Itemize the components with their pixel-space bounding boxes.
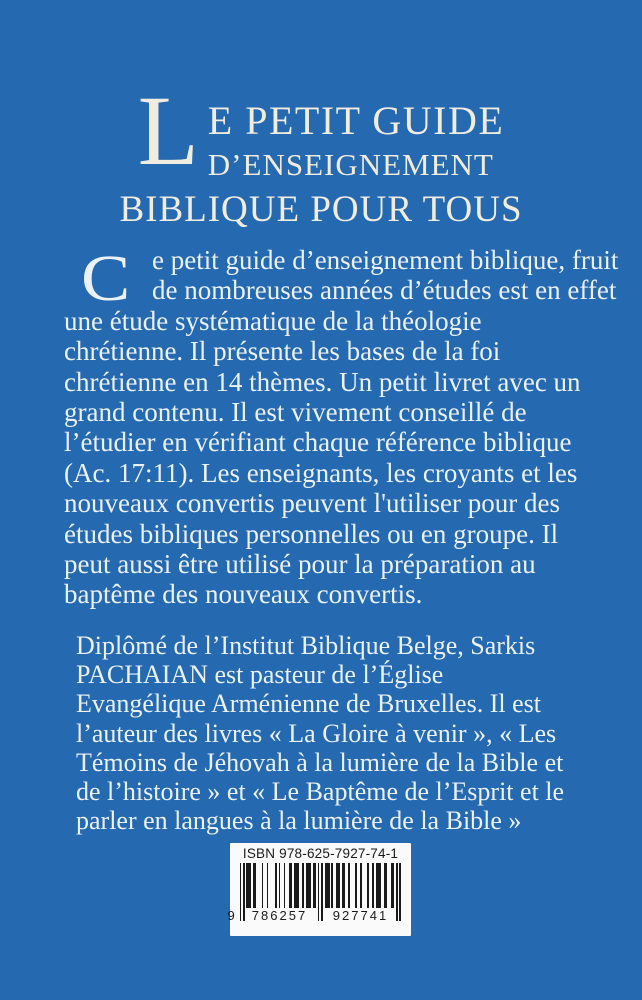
- description-line: (Ac. 17:11). Les enseignants, les croyants et les: [64, 457, 578, 488]
- title-line-2: D’ENSEIGNEMENT: [207, 147, 494, 182]
- title-top-lines: [0, 75, 642, 186]
- barcode-bar: [360, 863, 362, 908]
- description-line: peut aussi être utilisé pour la préparation au: [64, 549, 536, 580]
- barcode-bar: [396, 863, 398, 921]
- barcode-bar: [246, 863, 251, 908]
- description-line: baptême des nouveaux convertis.: [64, 579, 423, 610]
- author-bio-line: Témoins de Jéhovah à la lumière de la Bible et: [76, 747, 564, 777]
- barcode-bar: [302, 863, 304, 908]
- barcode-bar: [348, 863, 350, 908]
- author-bio-line: parler en langues à la lumière de la Bible »: [76, 806, 522, 836]
- barcode-bar: [240, 863, 242, 921]
- barcode-bar: [313, 863, 316, 908]
- author-bio-line: Diplômé de l’Institut Biblique Belge, Sarkis: [76, 631, 536, 660]
- barcode-digit-first: 9: [227, 908, 235, 923]
- description-line: nouveaux convertis peuvent l'utiliser pour des: [64, 488, 560, 519]
- isbn-label: ISBN 978-625-7927-74-1: [242, 846, 399, 861]
- description-line: chrétienne. Il présente les bases de la foi: [64, 336, 501, 367]
- author-bio-line: PACHAIAN est pasteur de l’Église: [76, 660, 444, 690]
- barcode-bar: [376, 863, 381, 908]
- barcode-bar: [321, 863, 323, 921]
- author-bio-line: de l’histoire » et « Le Baptême de l’Esprit et le: [76, 777, 565, 807]
- title-line-3: BIBLIQUE POUR TOUS: [119, 189, 523, 230]
- description-line: l’étudier en vérifiant chaque référence biblique: [64, 427, 572, 458]
- barcode-bar: [342, 863, 345, 908]
- barcode-bar: [253, 863, 256, 908]
- title-dropcap: L: [137, 75, 199, 186]
- barcode-bar: [279, 863, 281, 908]
- barcode-bars: [227, 863, 402, 933]
- barcode-bar: [243, 863, 245, 921]
- barcode-bar: [289, 863, 292, 908]
- description-line: études bibliques personnelles ou en groupe. Il: [64, 518, 559, 549]
- barcode-bar: [284, 863, 286, 908]
- description-line: de nombreuses années d’études est en effet: [152, 275, 617, 306]
- barcode-bar: [294, 863, 299, 908]
- barcode-bar: [367, 863, 369, 908]
- barcode-bar: [275, 863, 277, 908]
- barcode-bar: [318, 863, 320, 921]
- barcode-bar: [336, 863, 339, 908]
- description-dropcap: C: [81, 242, 131, 315]
- barcode-bar: [325, 863, 330, 908]
- barcode-bar: [384, 863, 387, 908]
- barcode-bar: [399, 863, 401, 921]
- barcode-bar: [391, 863, 394, 908]
- title-line-1: E PETIT GUIDE: [207, 98, 505, 143]
- description-line: une étude systématique de la théologie: [64, 305, 482, 336]
- barcode-bar: [306, 863, 311, 908]
- barcode-bar: [372, 863, 374, 908]
- barcode-bar: [331, 863, 333, 908]
- barcode-digits-right: 927741: [328, 908, 394, 924]
- barcode-bar: [267, 863, 269, 908]
- author-bio-line: Evangélique Arménienne de Bruxelles. Il est: [76, 689, 541, 719]
- description-line: chrétienne en 14 thèmes. Un petit livret avec un: [64, 366, 581, 397]
- description-line: grand contenu. Il est vivement conseillé de: [64, 397, 527, 428]
- barcode-bar: [262, 863, 264, 908]
- description-paragraph: [64, 242, 624, 610]
- author-bio-line: l’auteur des livres « La Gloire à venir », « Les: [76, 718, 557, 748]
- barcode-digits-left: 786257: [247, 908, 313, 924]
- isbn-barcode: [227, 843, 411, 936]
- barcode-bar: [355, 863, 357, 908]
- description-line: e petit guide d’enseignement biblique, fruit: [152, 245, 619, 275]
- title-column: [208, 95, 505, 182]
- author-bio: [76, 631, 616, 835]
- book-title: [0, 75, 642, 230]
